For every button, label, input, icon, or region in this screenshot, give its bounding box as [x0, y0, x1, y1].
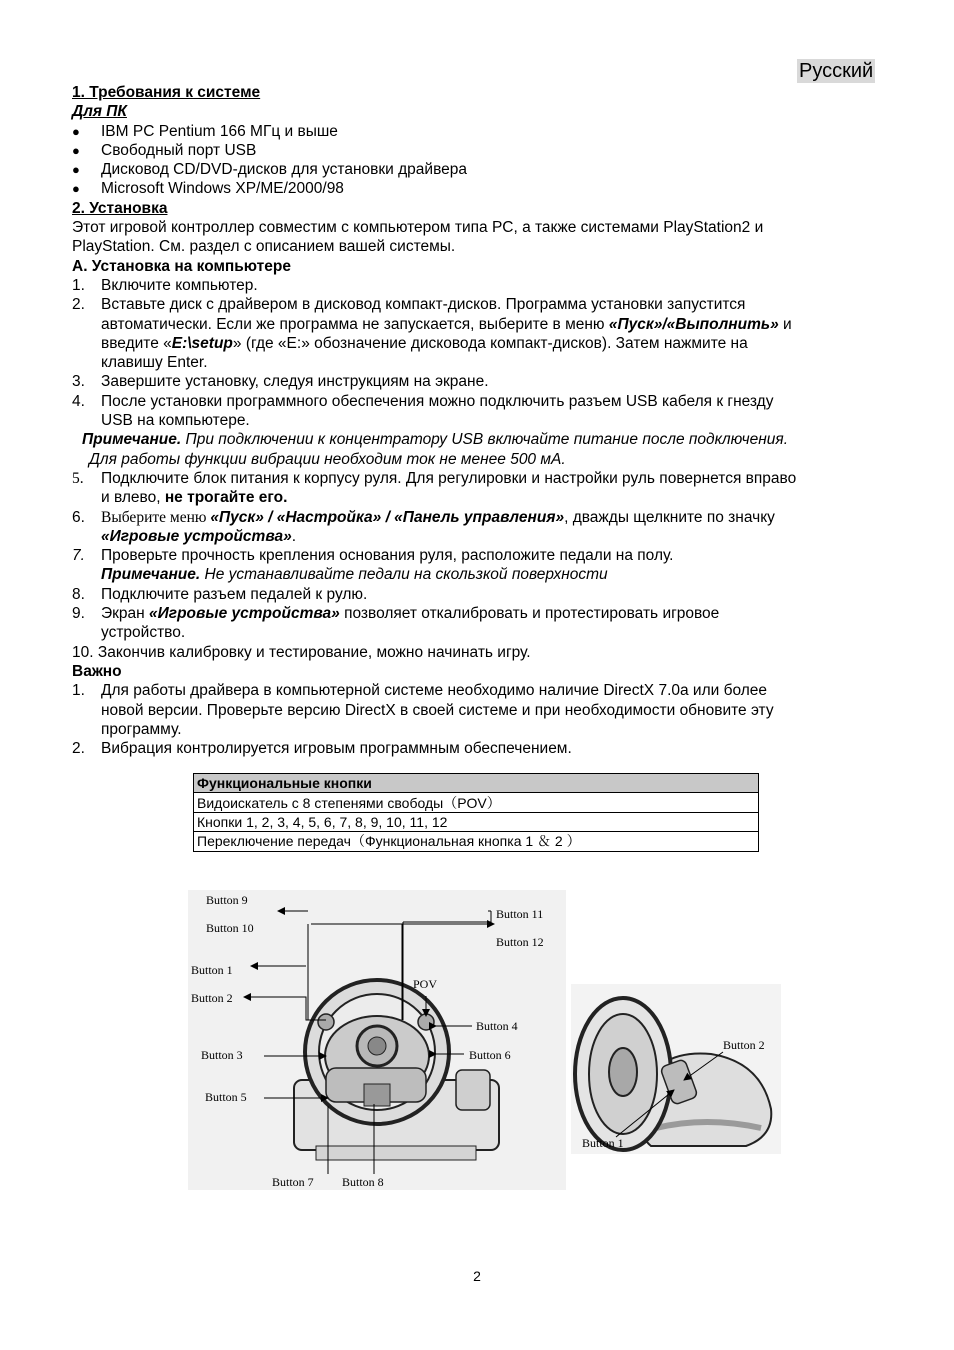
step-2: 2. Вставьте диск с драйвером в дисковод компакт-дисков. Программа установки запустится: [72, 296, 746, 314]
bullet-icon: ●: [72, 181, 80, 197]
step-8: 8. Подключите разъем педалей к рулю.: [72, 585, 368, 603]
requirements-subtitle: Для ПК: [72, 103, 127, 121]
label-side-button-1: Button 1: [582, 1136, 624, 1150]
label-button-9: Button 9: [206, 893, 248, 907]
step-4-line: USB на компьютере.: [101, 412, 250, 430]
label-button-11: Button 11: [496, 907, 544, 921]
step-1: 1. Включите компьютер.: [72, 276, 258, 294]
step-9: 9. Экран «Игровые устройства» позволяет откалибровать и протестировать игровое: [72, 605, 720, 623]
bullet-icon: ●: [72, 142, 80, 158]
install-title: 2. Установка: [72, 199, 168, 217]
important-item-1-line: программу.: [101, 720, 182, 738]
label-button-12: Button 12: [496, 935, 544, 949]
list-item: ● Дисковод CD/DVD-дисков для установки драйвера: [72, 161, 468, 179]
table-cell: Кнопки 1, 2, 3, 4, 5, 6, 7, 8, 9, 10, 11, 12: [194, 812, 759, 831]
important-title: Важно: [72, 662, 122, 680]
table-row: [194, 793, 759, 812]
label-side-button-2: Button 2: [723, 1038, 765, 1052]
step-6-line: «Игровые устройства».: [101, 527, 297, 545]
bullet-icon: ●: [72, 162, 80, 178]
list-item: ● Microsoft Windows XP/ME/2000/98: [72, 180, 344, 198]
label-button-3: Button 3: [201, 1048, 243, 1062]
step-7-note: Примечание. Не устанавливайте педали на скользкой поверхности: [101, 566, 608, 584]
install-intro: PlayStation. См. раздел с описанием вашей системы.: [72, 238, 456, 256]
note-vibration: Для работы функции вибрации необходим ток не менее 500 мА.: [89, 450, 566, 468]
table-row: [194, 832, 759, 851]
label-button-7: Button 7: [272, 1175, 314, 1189]
language-label: Русский: [799, 60, 874, 82]
bullet-icon: ●: [72, 123, 80, 139]
step-7: 7. Проверьте прочность крепления основания руля, расположите педали на полу.: [72, 547, 674, 565]
label-button-8: Button 8: [342, 1175, 384, 1189]
wheel-diagram: [186, 884, 786, 1204]
document-body: [72, 83, 884, 758]
step-2-line: введите «E:\setup» (где «E:» обозначение дисковода компакт-дисков). Затем нажмите на: [101, 334, 748, 352]
step-10: 10. Закончив калибровку и тестирование, можно начинать игру.: [72, 643, 531, 661]
step-2-line: клавишу Enter.: [101, 354, 208, 372]
install-subhead: A. Установка на компьютере: [72, 257, 291, 275]
important-item-2: 2. Вибрация контролируется игровым программным обеспечением.: [72, 740, 572, 758]
label-button-6: Button 6: [469, 1048, 511, 1062]
list-item: ● IBM PC Pentium 166 МГц и выше: [72, 122, 338, 140]
step-3: 3. Завершите установку, следуя инструкциям на экране.: [72, 373, 489, 391]
step-4: 4. После установки программного обеспечения можно подключить разъем USB кабеля к гнезду: [72, 392, 774, 410]
requirements-title: 1. Требования к системе: [72, 84, 261, 101]
label-pov: POV: [413, 977, 438, 991]
table-cell: Видоискатель с 8 степенями свободы（POV）: [194, 793, 759, 812]
step-9-line: устройство.: [101, 624, 186, 642]
page-number: 2: [473, 1268, 481, 1284]
label-button-5: Button 5: [205, 1090, 247, 1104]
label-button-1: Button 1: [191, 963, 233, 977]
label-button-10: Button 10: [206, 921, 254, 935]
step-2-line: автоматически. Если же программа не запускается, выберите в меню «Пуск»/«Выполнить» и: [101, 315, 792, 333]
table-cell: Переключение передач（Функциональная кнопка 1 ＆ 2 ）: [194, 832, 759, 851]
table-row: [194, 774, 759, 793]
important-item-1-line: новой версии. Проверьте версию DirectX в своей системе и при необходимости обновите эту: [101, 701, 774, 719]
label-button-2: Button 2: [191, 991, 233, 1005]
step-5: 5. Подключите блок питания к корпусу руля. Для регулировки и настройки руль повернется вправо: [72, 469, 797, 487]
list-item: ● Свободный порт USB: [72, 141, 257, 159]
step-5-line: и влево, не трогайте его.: [101, 489, 288, 507]
label-button-4: Button 4: [476, 1019, 518, 1033]
note-usb-hub: Примечание. При подключении к концентратору USB включайте питание после подключения.: [82, 431, 789, 449]
table-header: Функциональные кнопки: [194, 774, 759, 793]
function-table: [193, 773, 759, 852]
table-row: [194, 812, 759, 831]
step-6: 6. Выберите меню «Пуск» / «Настройка» / «Панель управления», дважды щелкните по значку: [72, 508, 775, 526]
important-item-1: 1. Для работы драйвера в компьютерной системе необходимо наличие DirectX 7.0a или более: [72, 682, 768, 700]
install-intro: Этот игровой контроллер совместим с компьютером типа PC, а также системами PlayStation2 и: [72, 219, 764, 237]
